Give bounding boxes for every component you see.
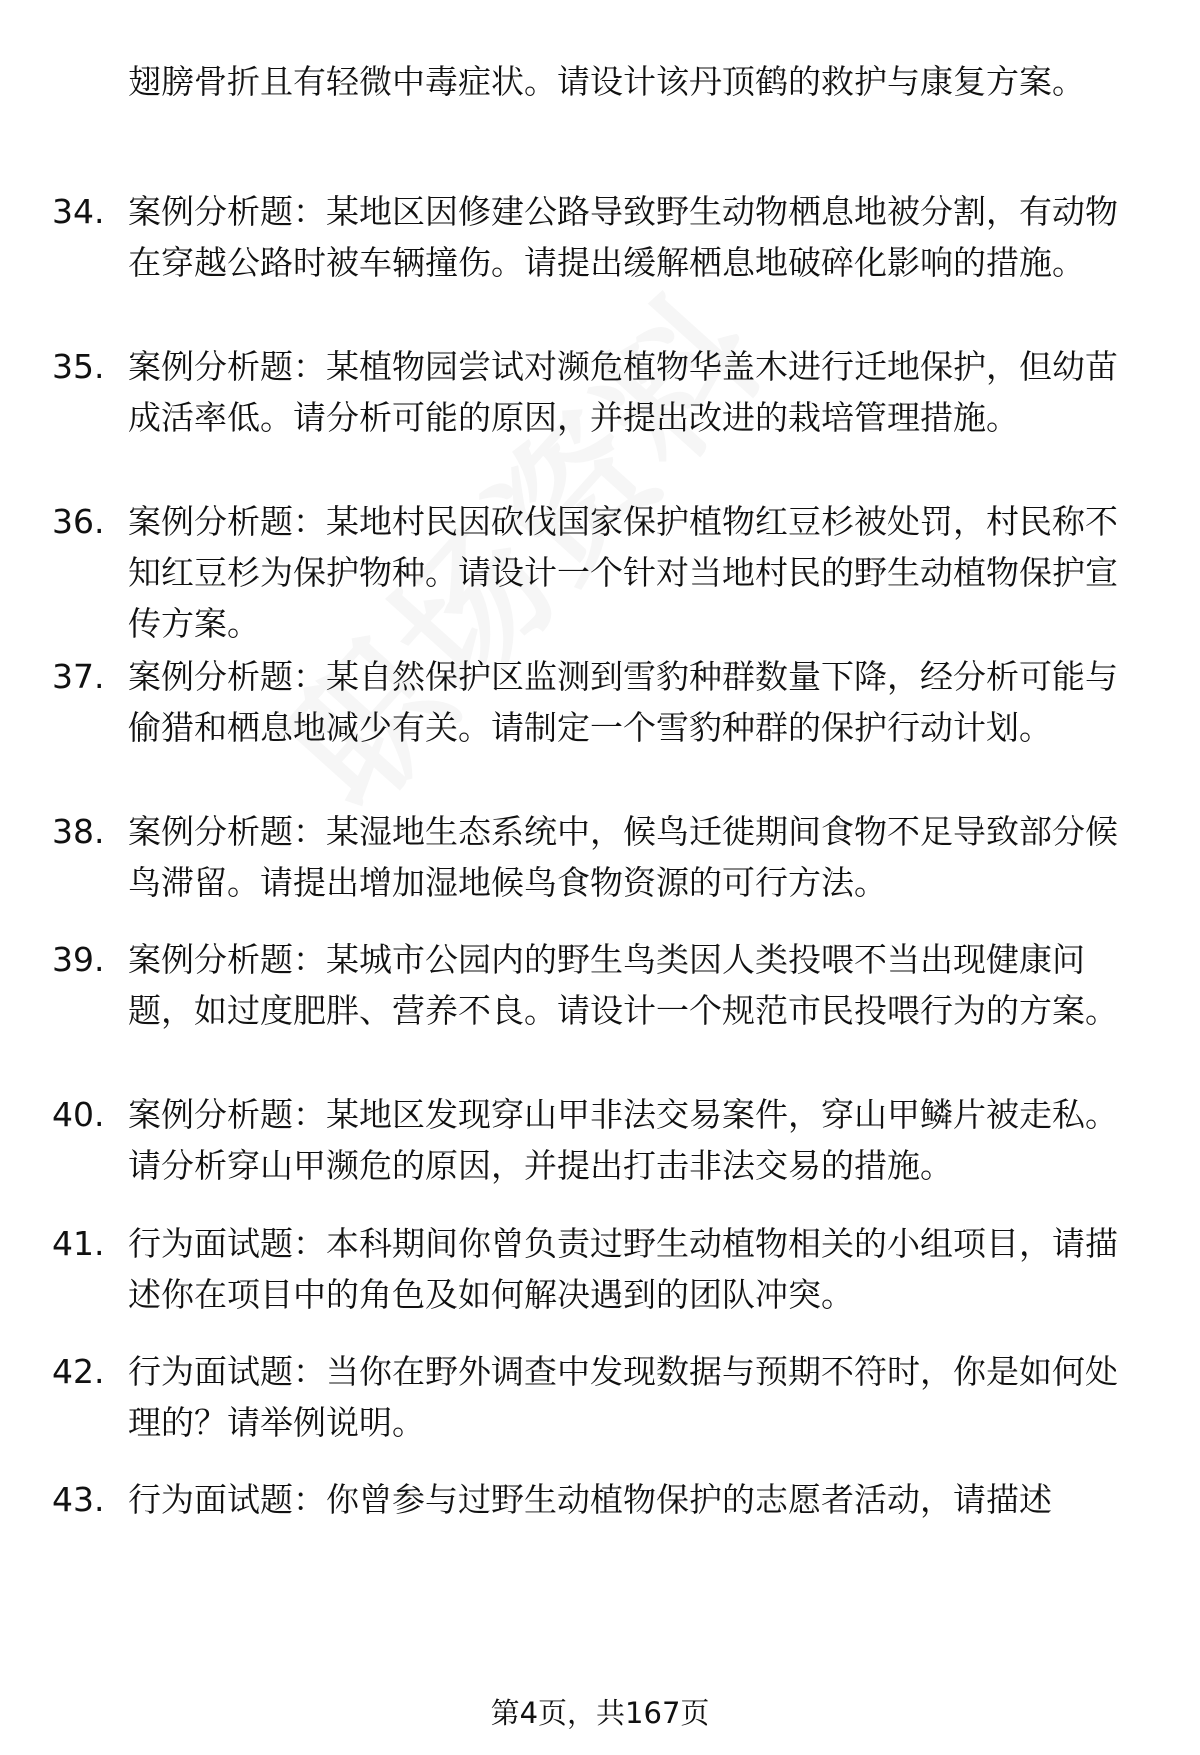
question-number: 38. xyxy=(52,812,105,851)
question-number: 41. xyxy=(52,1224,105,1263)
question-text: 案例分析题：某自然保护区监测到雪豹种群数量下降，经分析可能与偷猎和栖息地减少有关。请制定一个雪豹种群的保护行动计划。 xyxy=(128,657,1118,747)
question-number: 42. xyxy=(52,1352,105,1391)
question-text: 案例分析题：某地村民因砍伐国家保护植物红豆杉被处罚，村民称不知红豆杉为保护物种。请设计一个针对当地村民的野生动植物保护宣传方案。 xyxy=(128,502,1118,643)
question-text: 案例分析题：某湿地生态系统中，候鸟迁徙期间食物不足导致部分候鸟滞留。请提出增加湿地候鸟食物资源的可行方法。 xyxy=(128,812,1118,902)
question-text: 行为面试题：当你在野外调查中发现数据与预期不符时，你是如何处理的？请举例说明。 xyxy=(128,1352,1118,1442)
question-continuation: 翅膀骨折且有轻微中毒症状。请设计该丹顶鹤的救护与康复方案。 xyxy=(128,62,1085,101)
question-text: 案例分析题：某地区因修建公路导致野生动物栖息地被分割，有动物在穿越公路时被车辆撞伤。请提出缓解栖息地破碎化影响的措施。 xyxy=(128,192,1118,282)
question-text: 行为面试题：你曾参与过野生动植物保护的志愿者活动，请描述 xyxy=(128,1480,1052,1519)
question-number: 35. xyxy=(52,347,105,386)
question-number: 37. xyxy=(52,657,105,696)
question-text: 案例分析题：某城市公园内的野生鸟类因人类投喂不当出现健康问题，如过度肥胖、营养不良。请设计一个规范市民投喂行为的方案。 xyxy=(128,940,1118,1030)
question-number: 39. xyxy=(52,940,105,979)
question-number: 36. xyxy=(52,502,105,541)
question-number: 40. xyxy=(52,1095,105,1134)
question-number: 43. xyxy=(52,1480,105,1519)
question-text: 案例分析题：某植物园尝试对濒危植物华盖木进行迁地保护，但幼苗成活率低。请分析可能的原因，并提出改进的栽培管理措施。 xyxy=(128,347,1118,437)
question-text: 行为面试题：本科期间你曾负责过野生动植物相关的小组项目，请描述你在项目中的角色及如何解决遇到的团队冲突。 xyxy=(128,1224,1118,1314)
question-text: 案例分析题：某地区发现穿山甲非法交易案件，穿山甲鳞片被走私。请分析穿山甲濒危的原因，并提出打击非法交易的措施。 xyxy=(128,1095,1118,1185)
page-footer: 第4页，共167页 xyxy=(490,1696,710,1730)
question-number: 34. xyxy=(52,192,105,231)
